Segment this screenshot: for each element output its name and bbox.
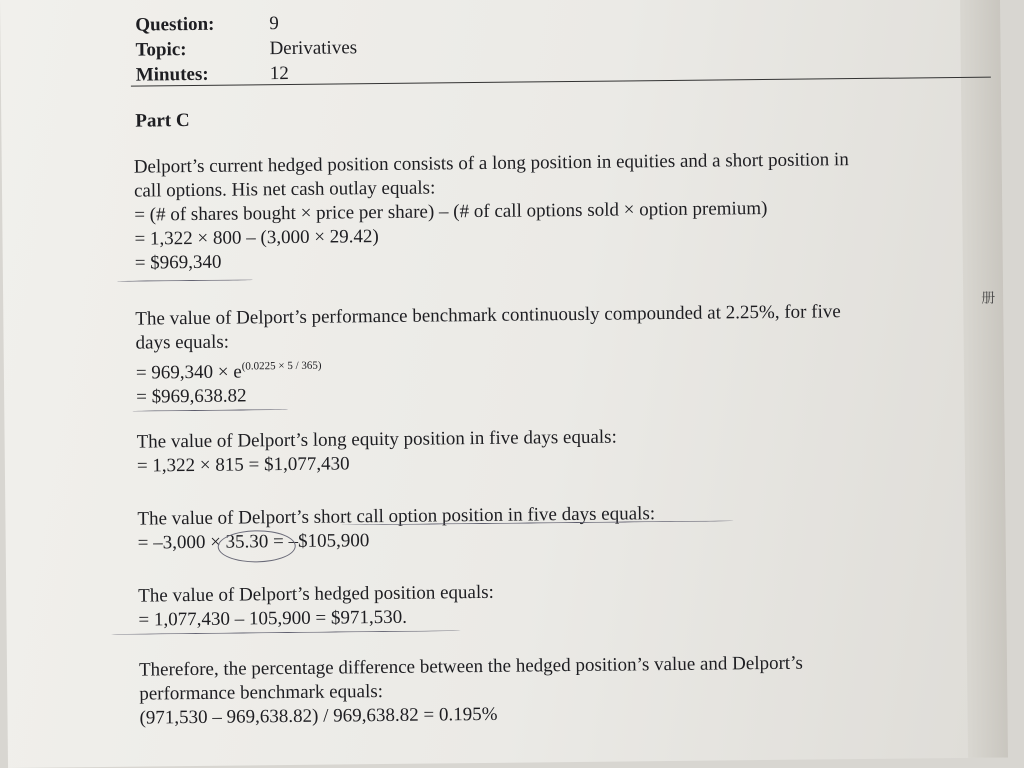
formula-exponent: (0.0225 × 5 / 365) [241,359,322,373]
result-line: = $969,638.82 [136,385,247,408]
part-title: Part C [135,110,190,132]
formula-base: = 969,340 × e [135,361,242,384]
text-line: The value of Delport’s performance benchmark continuously compounded at 2.25%, for five [135,301,841,330]
formula-line: = 1,322 × 815 = $1,077,430 [136,453,350,477]
text-line: The value of Delport’s short call option position in five days equals: [137,503,656,530]
edge-mark: 册 [981,291,996,307]
formula-line: (971,530 – 969,638.82) / 969,638.82 = 0.195% [139,703,498,729]
question-value: 9 [269,13,279,35]
topic-value: Derivatives [269,37,358,60]
result-line: = 1,077,430 – 105,900 = $971,530. [138,606,408,631]
adjacent-page-edge [960,0,1008,758]
minutes-value: 12 [269,62,289,85]
text-line: days equals: [135,331,230,354]
formula-line: = 1,322 × 800 – (3,000 × 29.42) [134,226,379,250]
net-cash-outlay-section [134,148,850,275]
percentage-difference-section [139,652,804,731]
text-line: Delport’s current hedged position consists of a long position in equities and a short position in [133,149,849,178]
text-line: The value of Delport’s long equity position in five days equals: [136,426,617,453]
text-line: performance benchmark equals: [139,681,384,705]
topic-label: Topic: [135,39,187,61]
formula-line: = –3,000 × 35.30 = –$105,900 [137,530,370,554]
question-meta [135,10,357,87]
short-call-section [137,502,655,555]
benchmark-section [135,300,841,409]
text-line: Therefore, the percentage difference between the hedged position’s value and Delport’s [138,652,803,681]
text-line: The value of Delport’s hedged position equals: [138,581,494,607]
long-equity-section [137,426,618,479]
question-label: Question: [135,13,215,36]
minutes-label: Minutes: [135,63,209,86]
pencil-circle [218,530,296,563]
meta-row-question [135,10,357,37]
formula-line: = (# of shares bought × price per share) – (# of call options sold × option premium) [134,197,768,226]
text-line: call options. His net cash outlay equals: [133,177,436,202]
meta-row-topic [135,35,357,62]
result-line: = $969,340 [134,251,222,274]
pencil-underline [117,279,253,281]
hedged-position-section [138,581,494,633]
